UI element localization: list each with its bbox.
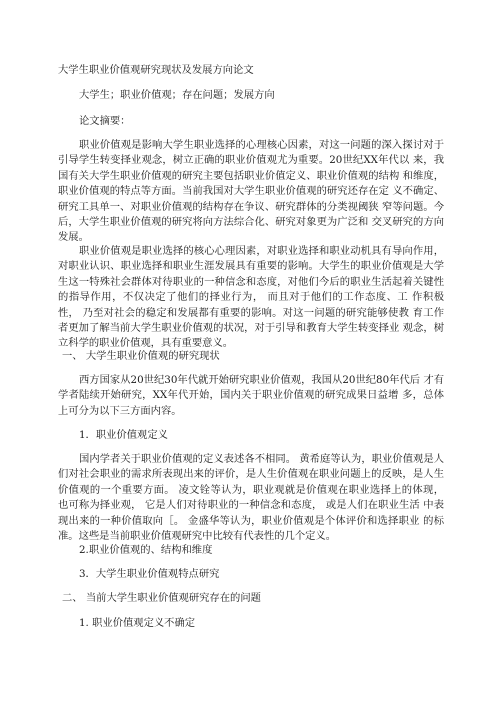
subsection-heading-2-1: 1. 职业价值观定义不确定 [79,617,196,629]
keywords-line: 大学生；职业价值观；存在问题；发展方向 [79,89,275,101]
subsection-1-1-paragraph: 国内学者关于职业价值观的定义表述各不相同。 黄希庭等认为，职业价值观是人们对社会职业的需求所表现出来的评价，是人生价值观在职业问题上的反映，是人生价值观的一个重要方面。 凌文铨等认为，职业观就是价值观在职业选择上的体现， 也可称为择业观， 它是人们对待职业的一种信念和态度， 或是人们在职业生活 中表现出来的一种价值取向［。 金盛华等认为，职业价值观是个体评价和选择职业 的标准。这些是当前职业价值观研究中比较有代表性的几个定义。 [58,453,444,543]
abstract-label: 论文摘要： [79,115,131,127]
document-title: 大学生职业价值观研究现状及发展方向论文 [58,64,254,76]
abstract-paragraph: 职业价值观是影响大学生职业选择的心理核心因素，对这一问题的深入探讨对于引导学生转变择业观念，树立正确的职业价值观尤为重要。20世纪XX年代以 来，我国有关大学生职业价值观的研究主要包括职业价值定义、职业价值观的结构 和维度，职业价值观的特点等方面。当前我国对大学生职业价值观的研究还存在定 义不确定、研究工具单一、对职业价值观的结构存在争议、研究群体的分类视阈狭 窄等问题。今后，大学生职业价值观的研究将向方法综合化、研究对象更为广泛和 交叉研究的方向发展。 [58,139,444,244]
section-heading-1: 一、 大学生职业价值观的研究现状 [62,350,220,362]
subsection-heading-1-3: 3．大学生职业价值观特点研究 [79,568,220,580]
subsection-heading-1-2: 2.职业价值观的、结构和维度 [79,544,213,556]
section-1-paragraph: 西方国家从20世纪30年代就开始研究职业价值观，我国从20世纪80年代后 才有学者陆续开始研究，XX年代开始，国内关于职业价值观的研究成果日益增 多，总体上可分为以下三方面内容。 [58,374,444,417]
section-heading-2: 二、 当前大学生职业价值观研究存在的问题 [62,592,261,604]
subsection-heading-1-1: 1．职业价值观定义 [79,429,168,441]
intro-paragraph: 职业价值观是职业选择的核心心理因素，对职业选择和职业动机具有导向作用，对职业认识、职业选择和职业生涯发展具有重要的影响。大学生的职业价值观是大学生这一特殊社会群体对待职业的一种信念和态度，对他们今后的职业生活起着关键性的指导作用，不仅决定了他们的择业行为， 而且对于他们的工作态度、工 作积极性， 乃至对社会的稳定和发展都有重要的影响。对这一问题的研究能够使教 育工作者更加了解当前大学生职业价值观的状况，对于引导和教育大学生转变择业 观念，树立科学的职业价值观，具有重要意义。 [58,245,444,350]
